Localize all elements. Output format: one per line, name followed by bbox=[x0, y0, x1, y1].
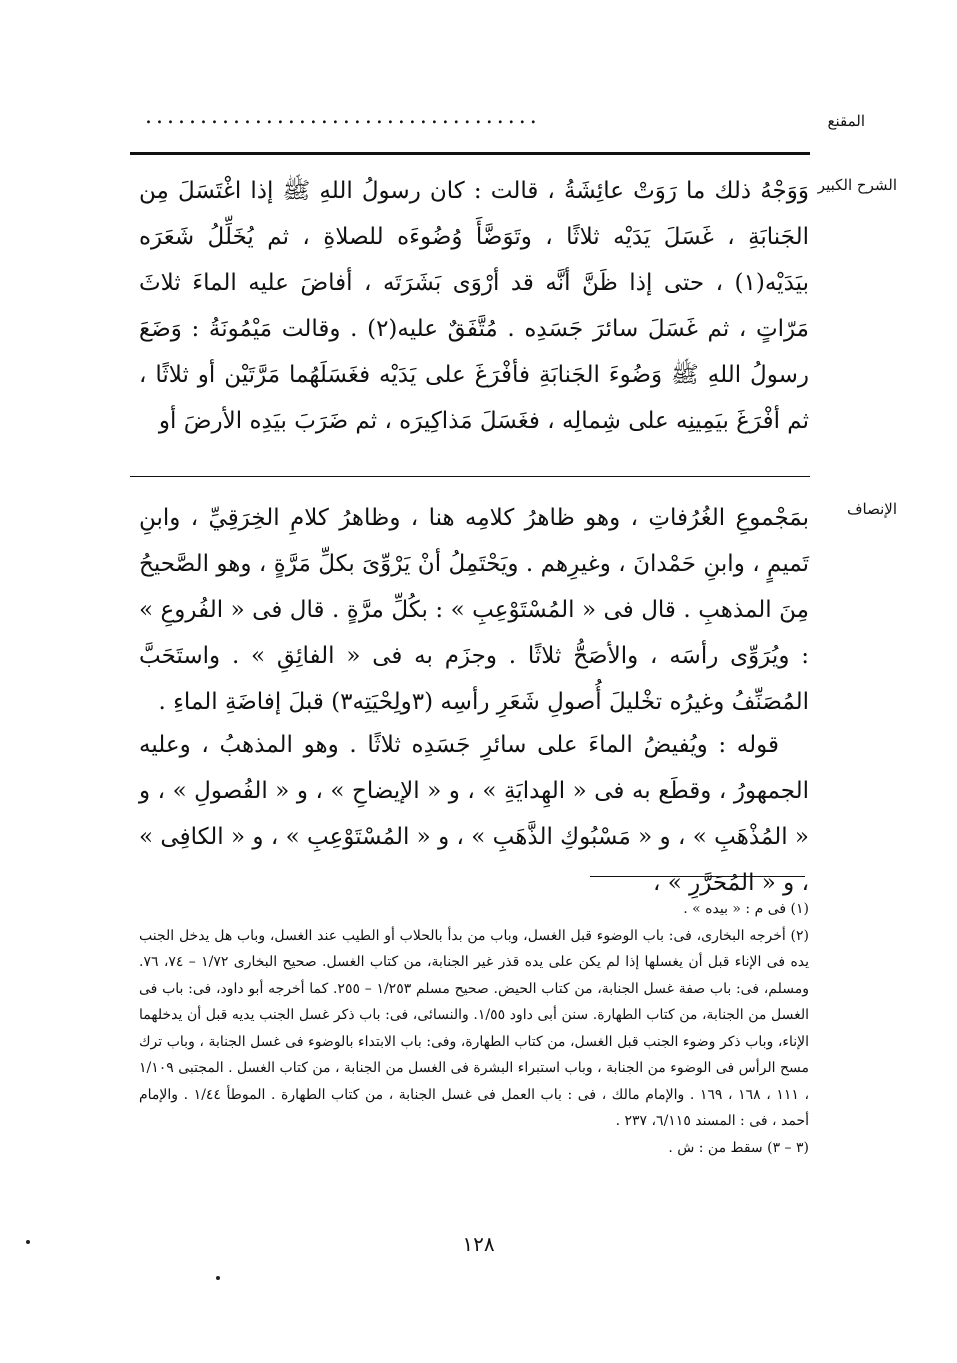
footnote-3: (٣ – ٣) سقط من : ش . bbox=[668, 1139, 809, 1156]
header-rule bbox=[130, 152, 810, 155]
header-dotted-leader: .................................... bbox=[145, 104, 541, 129]
section-label-insaf: الإنصاف bbox=[846, 500, 897, 518]
running-header-title: المقنع bbox=[827, 112, 865, 130]
scan-speck bbox=[216, 1276, 220, 1280]
section-label-sharh: الشرح الكبير bbox=[817, 176, 897, 194]
insaf-paragraph: بمَجْموعِ الغُرُفاتِ ، وهو ظاهرُ كلامِه هنا ، وظاهرُ كلامِ الخِرَقِيِّ ، وابنِ تَميمٍ ، وابنِ حَمْدانَ ، وغيرِهم . ويَحْتَمِلُ أنْ يَرْوِّىَ بكلِّ مَرَّةٍ ، وهو الصَّحيحُ مِنَ المذهبِ . قال فى « المُسْتَوْعِبِ » : بكُلِّ مرَّةٍ . قال فى « الفُروعِ » : ويُرَوِّى رأسَه ، والأصَحُّ ثلاثًا . وجزَم به فى « الفائِقِ » . واستَحَبَّ المُصَنِّفُ وغيرُه تخْليلَ أُصولِ شَعَرِ رأسِه (٣ولِحْيَتِه٣) قبلَ إفاضَةِ الماءِ . bbox=[139, 505, 809, 715]
insaf-paragraph-2: قوله : ويُفيضُ الماءَ على سائرِ جَسَدِه ثلاثًا . وهو المذهبُ ، وعليه الجمهورُ ، وقطَع به فى « الهِدايَةِ » ، و « الإيضاحِ » ، و « الفُصولِ » ، و « المُذْهَبِ » ، و « مَسْبُوكِ الذَّهَبِ » ، و « المُسْتَوْعِبِ » ، و « الكافِى » ، و « المُحَرَّرِ » ، bbox=[139, 732, 809, 896]
footnote-1: (١) فى م : « بيده » . bbox=[683, 901, 809, 917]
footnote-rule bbox=[590, 876, 805, 877]
section-divider-rule bbox=[130, 476, 810, 477]
insaf-text-block bbox=[139, 495, 809, 725]
sharh-paragraph: وَوَجْهُ ذلك ما رَوَتْ عائِشَةُ ، قالت : كان رسولُ اللهِ ﷺ إذا اغْتَسَلَ مِن الجَنابَةِ ، غَسَلَ يَدَيْه ثلاثًا ، وتَوَضَّأَ وُضُوءَه للصلاةِ ، ثم يُخَلِّلُ شَعَرَه بيَدَيْه(١) ، حتى إذا ظَنَّ أنَّه قد أرْوَى بَشَرَتَه ، أفاضَ عليه الماءَ ثلاثَ مَرّاتٍ ، ثم غَسَلَ سائرَ جَسَدِه . مُتَّفَقٌ عليه(٢) . وقالت مَيْمُونَةُ : وَضَعَ رسولُ اللهِ ﷺ وَضُوءَ الجَنابَةِ فأفْرَغَ على يَدَيْه فغَسَلَهُما مَرَّتَيْن أو ثلاثًا ، ثم أفْرَغَ بيَمِينِه على شِمالِه ، فغَسَلَ مَذاكِيرَه ، ثم ضَرَبَ بيَدِه الأرضَ أو bbox=[139, 178, 809, 434]
footnote-2: (٢) أخرجه البخارى، فى: باب الوضوء قبل الغسل، وباب من بدأ بالحلاب أو الطيب عند الغسل، وباب هل يدخل الجنب يده فى الإناء قبل أن يغسلها إذا لم يكن على يده قذر غير الجنابة، من كتاب الغسل. صحيح البخارى ١/٧٢ – ٧٤، ٧٦. ومسلم، فى: باب صفة غسل الجنابة، من كتاب الحيض. صحيح مسلم ١/٢٥٣ – ٢٥٥. كما أخرجه أبو داود، فى: باب فى الغسل من الجنابة، من كتاب الطهارة. سنن أبى داود ١/٥٥. والنسائى، فى: باب ذكر غسل الجنب يديه قبل أن يدخلهما الإناء، وباب ذكر وضوء الجنب قبل الغسل، من كتاب الطهارة، وفى: باب الابتداء بالوضوء فى غسل الجنابة ، وباب ترك مسح الرأس فى الوضوء من الجنابة ، وباب استبراء البشرة فى الغسل من الجنابة ، من كتاب الغسل . المجتبى ١/١٠٩ ، ١١١ ، ١٦٨ ، ١٦٩ . والإمام مالك ، فى : باب العمل فى غسل الجنابة ، من كتاب الطهارة . الموطأ ١/٤٤ . والإمام أحمد ، فى : المسند ٦/١١٥، ٢٣٧ . bbox=[139, 927, 810, 1129]
scan-speck bbox=[26, 1240, 30, 1244]
insaf-text-block-2 bbox=[139, 722, 809, 906]
page-number: ١٢٨ bbox=[462, 1232, 495, 1256]
sharh-text-block bbox=[139, 168, 809, 444]
footnotes bbox=[139, 896, 809, 1161]
